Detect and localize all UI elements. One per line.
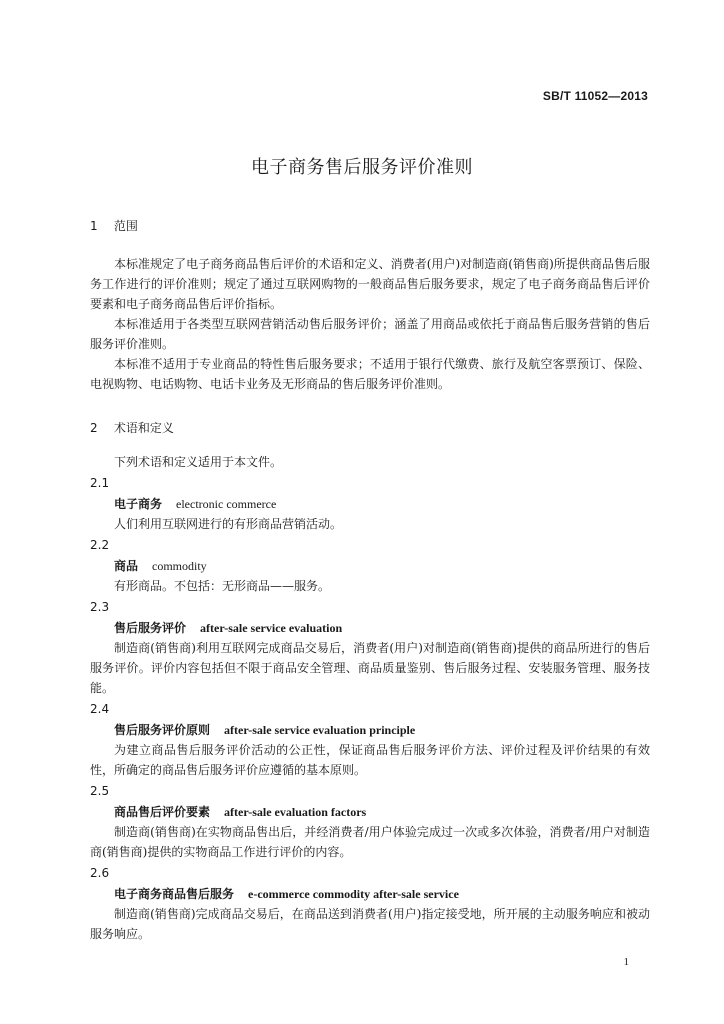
term-entry xyxy=(90,698,650,780)
term-name-zh: 商品 xyxy=(114,559,139,573)
term-heading xyxy=(90,802,650,822)
term-name-en: after-sale evaluation factors xyxy=(224,805,367,819)
term-name-en: commodity xyxy=(152,559,207,573)
paragraph: 本标准不适用于专业商品的特性售后服务要求；不适用于银行代缴费、旅行及航空客票预订、保险、电视购物、电话购物、电话卡业务及无形商品的售后服务评价准则。 xyxy=(90,357,650,391)
section-number: 1 xyxy=(90,219,98,233)
standard-code: SB/T 11052—2013 xyxy=(542,89,648,103)
term-name-en: after-sale service evaluation xyxy=(200,621,343,635)
term-number: 2.1 xyxy=(90,476,110,490)
term-name-zh: 售后服务评价原则 xyxy=(114,723,211,737)
term-entry xyxy=(90,534,650,596)
term-definition: 有形商品。不包括：无形商品——服务。 xyxy=(114,579,331,593)
term-definition: 制造商(销售商)利用互联网完成商品交易后，消费者(用户)对制造商(销售商)提供的商品所进行的售后服务评价。评价内容包括但不限于商品安全管理、商品质量鉴别、售后服务过程、安装服务管理、服务技能。 xyxy=(90,641,650,695)
section-title: 术语和定义 xyxy=(113,421,174,435)
term-heading xyxy=(90,884,650,904)
term-definition: 人们利用互联网进行的有形商品营销活动。 xyxy=(114,517,343,531)
term-name-en: e-commerce commodity after-sale service xyxy=(248,887,459,901)
term-name-zh: 电子商务商品售后服务 xyxy=(114,887,235,901)
paragraph: 本标准适用于各类型互联网营销活动售后服务评价；涵盖了用商品或依托于商品售后服务营销的售后服务评价准则。 xyxy=(90,317,650,351)
term-name-zh: 商品售后评价要素 xyxy=(114,805,211,819)
section-intro: 下列术语和定义适用于本文件。 xyxy=(114,455,283,469)
section-heading xyxy=(90,214,650,238)
term-number: 2.3 xyxy=(90,600,110,614)
term-entry xyxy=(90,596,650,698)
term-entry xyxy=(90,472,650,534)
term-heading xyxy=(90,720,650,740)
term-number: 2.4 xyxy=(90,702,110,716)
term-number: 2.2 xyxy=(90,538,110,552)
document-body xyxy=(90,214,650,944)
term-entry xyxy=(90,862,650,944)
section-title: 范围 xyxy=(113,219,138,233)
term-entry xyxy=(90,780,650,862)
section-heading xyxy=(90,416,650,440)
term-name-en: electronic commerce xyxy=(176,497,277,511)
term-name-zh: 售后服务评价 xyxy=(114,621,187,635)
section-number: 2 xyxy=(90,421,98,435)
page-number: 1 xyxy=(623,956,629,968)
term-definition: 为建立商品售后服务评价活动的公正性，保证商品售后服务评价方法、评价过程及评价结果的有效性，所确定的商品售后服务评价应遵循的基本原则。 xyxy=(90,743,650,777)
term-number: 2.6 xyxy=(90,866,110,880)
section-scope xyxy=(90,214,650,394)
section-terms xyxy=(90,416,650,944)
document-title: 电子商务售后服务评价准则 xyxy=(251,157,473,178)
term-definition: 制造商(销售商)在实物商品售出后，并经消费者/用户体验完成过一次或多次体验，消费者/用户对制造商(销售商)提供的实物商品工作进行评价的内容。 xyxy=(90,825,650,859)
paragraph: 本标准规定了电子商务商品售后评价的术语和定义、消费者(用户)对制造商(销售商)所提供商品售后服务工作进行的评价准则；规定了通过互联网购物的一般商品售后服务要求，规定了电子商务商品售后评价要素和电子商务商品售后评价指标。 xyxy=(90,257,650,311)
term-name-zh: 电子商务 xyxy=(114,497,163,511)
term-name-en: after-sale service evaluation principle xyxy=(224,723,416,737)
term-heading xyxy=(90,556,650,576)
term-definition: 制造商(销售商)完成商品交易后，在商品送到消费者(用户)指定接受地，所开展的主动服务响应和被动服务响应。 xyxy=(90,907,650,941)
term-number: 2.5 xyxy=(90,784,110,798)
term-heading xyxy=(90,618,650,638)
term-heading xyxy=(90,494,650,514)
